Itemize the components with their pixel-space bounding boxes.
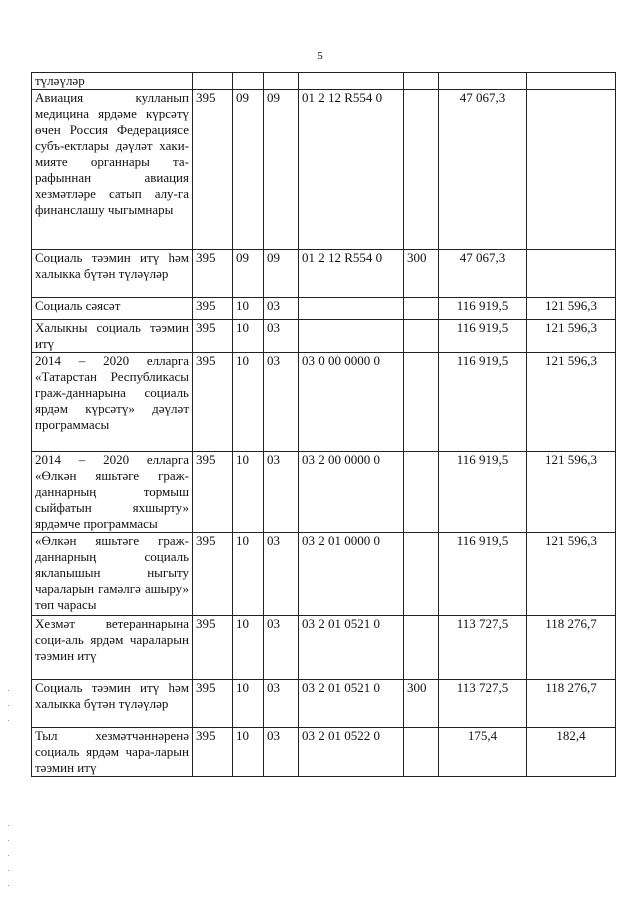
- subsection-code-cell: 03: [264, 616, 299, 680]
- target-item-code-cell: 03 2 01 0521 0: [299, 680, 404, 728]
- margin-scan-dots: [8, 690, 11, 735]
- budget-table: [31, 72, 616, 777]
- row-name-cell: Авиация кулланып медицина ярдәме күрсәтү өчен Россия Федерациясе субъ-ектлары дәүләт хаки-мияте органнары та-рафыннан авиация хезмәтләре сатып алу-га финанслашу чыгымнары: [32, 90, 193, 250]
- subsection-code-cell: 09: [264, 250, 299, 298]
- target-item-code-cell: [299, 73, 404, 90]
- ministry-code-cell: 395: [193, 616, 233, 680]
- table-row: [32, 320, 616, 353]
- row-name-cell: Халыкны социаль тәэмин итү: [32, 320, 193, 353]
- table-row: [32, 680, 616, 728]
- table-row: [32, 90, 616, 250]
- amount-first-year-cell: 116 919,5: [439, 452, 527, 533]
- expense-type-code-cell: [404, 298, 439, 320]
- section-code-cell: 10: [233, 353, 264, 452]
- target-item-code-cell: 01 2 12 R554 0: [299, 90, 404, 250]
- subsection-code-cell: 03: [264, 320, 299, 353]
- ministry-code-cell: 395: [193, 533, 233, 616]
- amount-second-year-cell: 121 596,3: [527, 533, 616, 616]
- subsection-code-cell: 03: [264, 533, 299, 616]
- ministry-code-cell: 395: [193, 298, 233, 320]
- amount-second-year-cell: 121 596,3: [527, 320, 616, 353]
- section-code-cell: 09: [233, 250, 264, 298]
- expense-type-code-cell: [404, 73, 439, 90]
- table-row: [32, 728, 616, 777]
- amount-first-year-cell: 116 919,5: [439, 353, 527, 452]
- section-code-cell: 10: [233, 680, 264, 728]
- amount-first-year-cell: 47 067,3: [439, 250, 527, 298]
- expense-type-code-cell: [404, 616, 439, 680]
- target-item-code-cell: 03 2 00 0000 0: [299, 452, 404, 533]
- amount-first-year-cell: [439, 73, 527, 90]
- section-code-cell: 10: [233, 320, 264, 353]
- ministry-code-cell: 395: [193, 320, 233, 353]
- row-name-cell: түләүләр: [32, 73, 193, 90]
- section-code-cell: [233, 73, 264, 90]
- amount-second-year-cell: 118 276,7: [527, 616, 616, 680]
- expense-type-code-cell: [404, 533, 439, 616]
- amount-first-year-cell: 113 727,5: [439, 616, 527, 680]
- target-item-code-cell: 03 2 01 0522 0: [299, 728, 404, 777]
- amount-second-year-cell: 121 596,3: [527, 452, 616, 533]
- subsection-code-cell: 03: [264, 680, 299, 728]
- amount-first-year-cell: 116 919,5: [439, 533, 527, 616]
- row-name-cell: Социаль тәэмин итү һәм халыкка бүтән түләүләр: [32, 680, 193, 728]
- subsection-code-cell: [264, 73, 299, 90]
- section-code-cell: 10: [233, 728, 264, 777]
- table-row: [32, 452, 616, 533]
- amount-first-year-cell: 116 919,5: [439, 320, 527, 353]
- section-code-cell: 09: [233, 90, 264, 250]
- subsection-code-cell: 03: [264, 353, 299, 452]
- subsection-code-cell: 03: [264, 452, 299, 533]
- subsection-code-cell: 03: [264, 728, 299, 777]
- row-name-cell: Тыл хезмәтчәннәренә социаль ярдәм чара-ларын тәэмин итү: [32, 728, 193, 777]
- amount-first-year-cell: 113 727,5: [439, 680, 527, 728]
- amount-second-year-cell: 118 276,7: [527, 680, 616, 728]
- target-item-code-cell: 03 2 01 0000 0: [299, 533, 404, 616]
- section-code-cell: 10: [233, 616, 264, 680]
- target-item-code-cell: [299, 298, 404, 320]
- row-name-cell: Социаль тәэмин итү һәм халыкка бүтән түләүләр: [32, 250, 193, 298]
- row-name-cell: Хезмәт ветераннарына соци-аль ярдәм чараларын тәэмин итү: [32, 616, 193, 680]
- row-name-cell: «Өлкән яшьтәге граж-даннарның социаль яклanышын ныгыту чараларын гамәлгә ашыру» төп чарасы: [32, 533, 193, 616]
- amount-second-year-cell: [527, 250, 616, 298]
- ministry-code-cell: 395: [193, 680, 233, 728]
- amount-first-year-cell: 175,4: [439, 728, 527, 777]
- page-number: 5: [317, 50, 323, 62]
- row-name-cell: 2014 – 2020 елларга «Татарстан Республикасы граж-даннарына социаль ярдәм күрсәтү» дәүләт программасы: [32, 353, 193, 452]
- expense-type-code-cell: [404, 320, 439, 353]
- expense-type-code-cell: [404, 452, 439, 533]
- section-code-cell: 10: [233, 298, 264, 320]
- table-row: [32, 250, 616, 298]
- amount-second-year-cell: [527, 73, 616, 90]
- expense-type-code-cell: [404, 728, 439, 777]
- ministry-code-cell: 395: [193, 728, 233, 777]
- ministry-code-cell: [193, 73, 233, 90]
- amount-second-year-cell: [527, 90, 616, 250]
- table-row: [32, 73, 616, 90]
- budget-table-body: [32, 73, 616, 777]
- amount-first-year-cell: 116 919,5: [439, 298, 527, 320]
- target-item-code-cell: [299, 320, 404, 353]
- subsection-code-cell: 09: [264, 90, 299, 250]
- row-name-cell: 2014 – 2020 елларга «Өлкән яшьтәге граж-даннарның тормыш сыйфатын яхшырту» ярдәмче программасы: [32, 452, 193, 533]
- ministry-code-cell: 395: [193, 452, 233, 533]
- expense-type-code-cell: [404, 90, 439, 250]
- section-code-cell: 10: [233, 533, 264, 616]
- target-item-code-cell: 03 0 00 0000 0: [299, 353, 404, 452]
- amount-first-year-cell: 47 067,3: [439, 90, 527, 250]
- table-row: [32, 533, 616, 616]
- expense-type-code-cell: [404, 353, 439, 452]
- ministry-code-cell: 395: [193, 353, 233, 452]
- row-name-cell: Социаль сәясәт: [32, 298, 193, 320]
- ministry-code-cell: 395: [193, 250, 233, 298]
- expense-type-code-cell: 300: [404, 680, 439, 728]
- expense-type-code-cell: 300: [404, 250, 439, 298]
- table-row: [32, 298, 616, 320]
- target-item-code-cell: 01 2 12 R554 0: [299, 250, 404, 298]
- amount-second-year-cell: 182,4: [527, 728, 616, 777]
- ministry-code-cell: 395: [193, 90, 233, 250]
- table-row: [32, 616, 616, 680]
- table-row: [32, 353, 616, 452]
- margin-scan-dots-lower: [8, 825, 11, 900]
- amount-second-year-cell: 121 596,3: [527, 353, 616, 452]
- amount-second-year-cell: 121 596,3: [527, 298, 616, 320]
- subsection-code-cell: 03: [264, 298, 299, 320]
- target-item-code-cell: 03 2 01 0521 0: [299, 616, 404, 680]
- section-code-cell: 10: [233, 452, 264, 533]
